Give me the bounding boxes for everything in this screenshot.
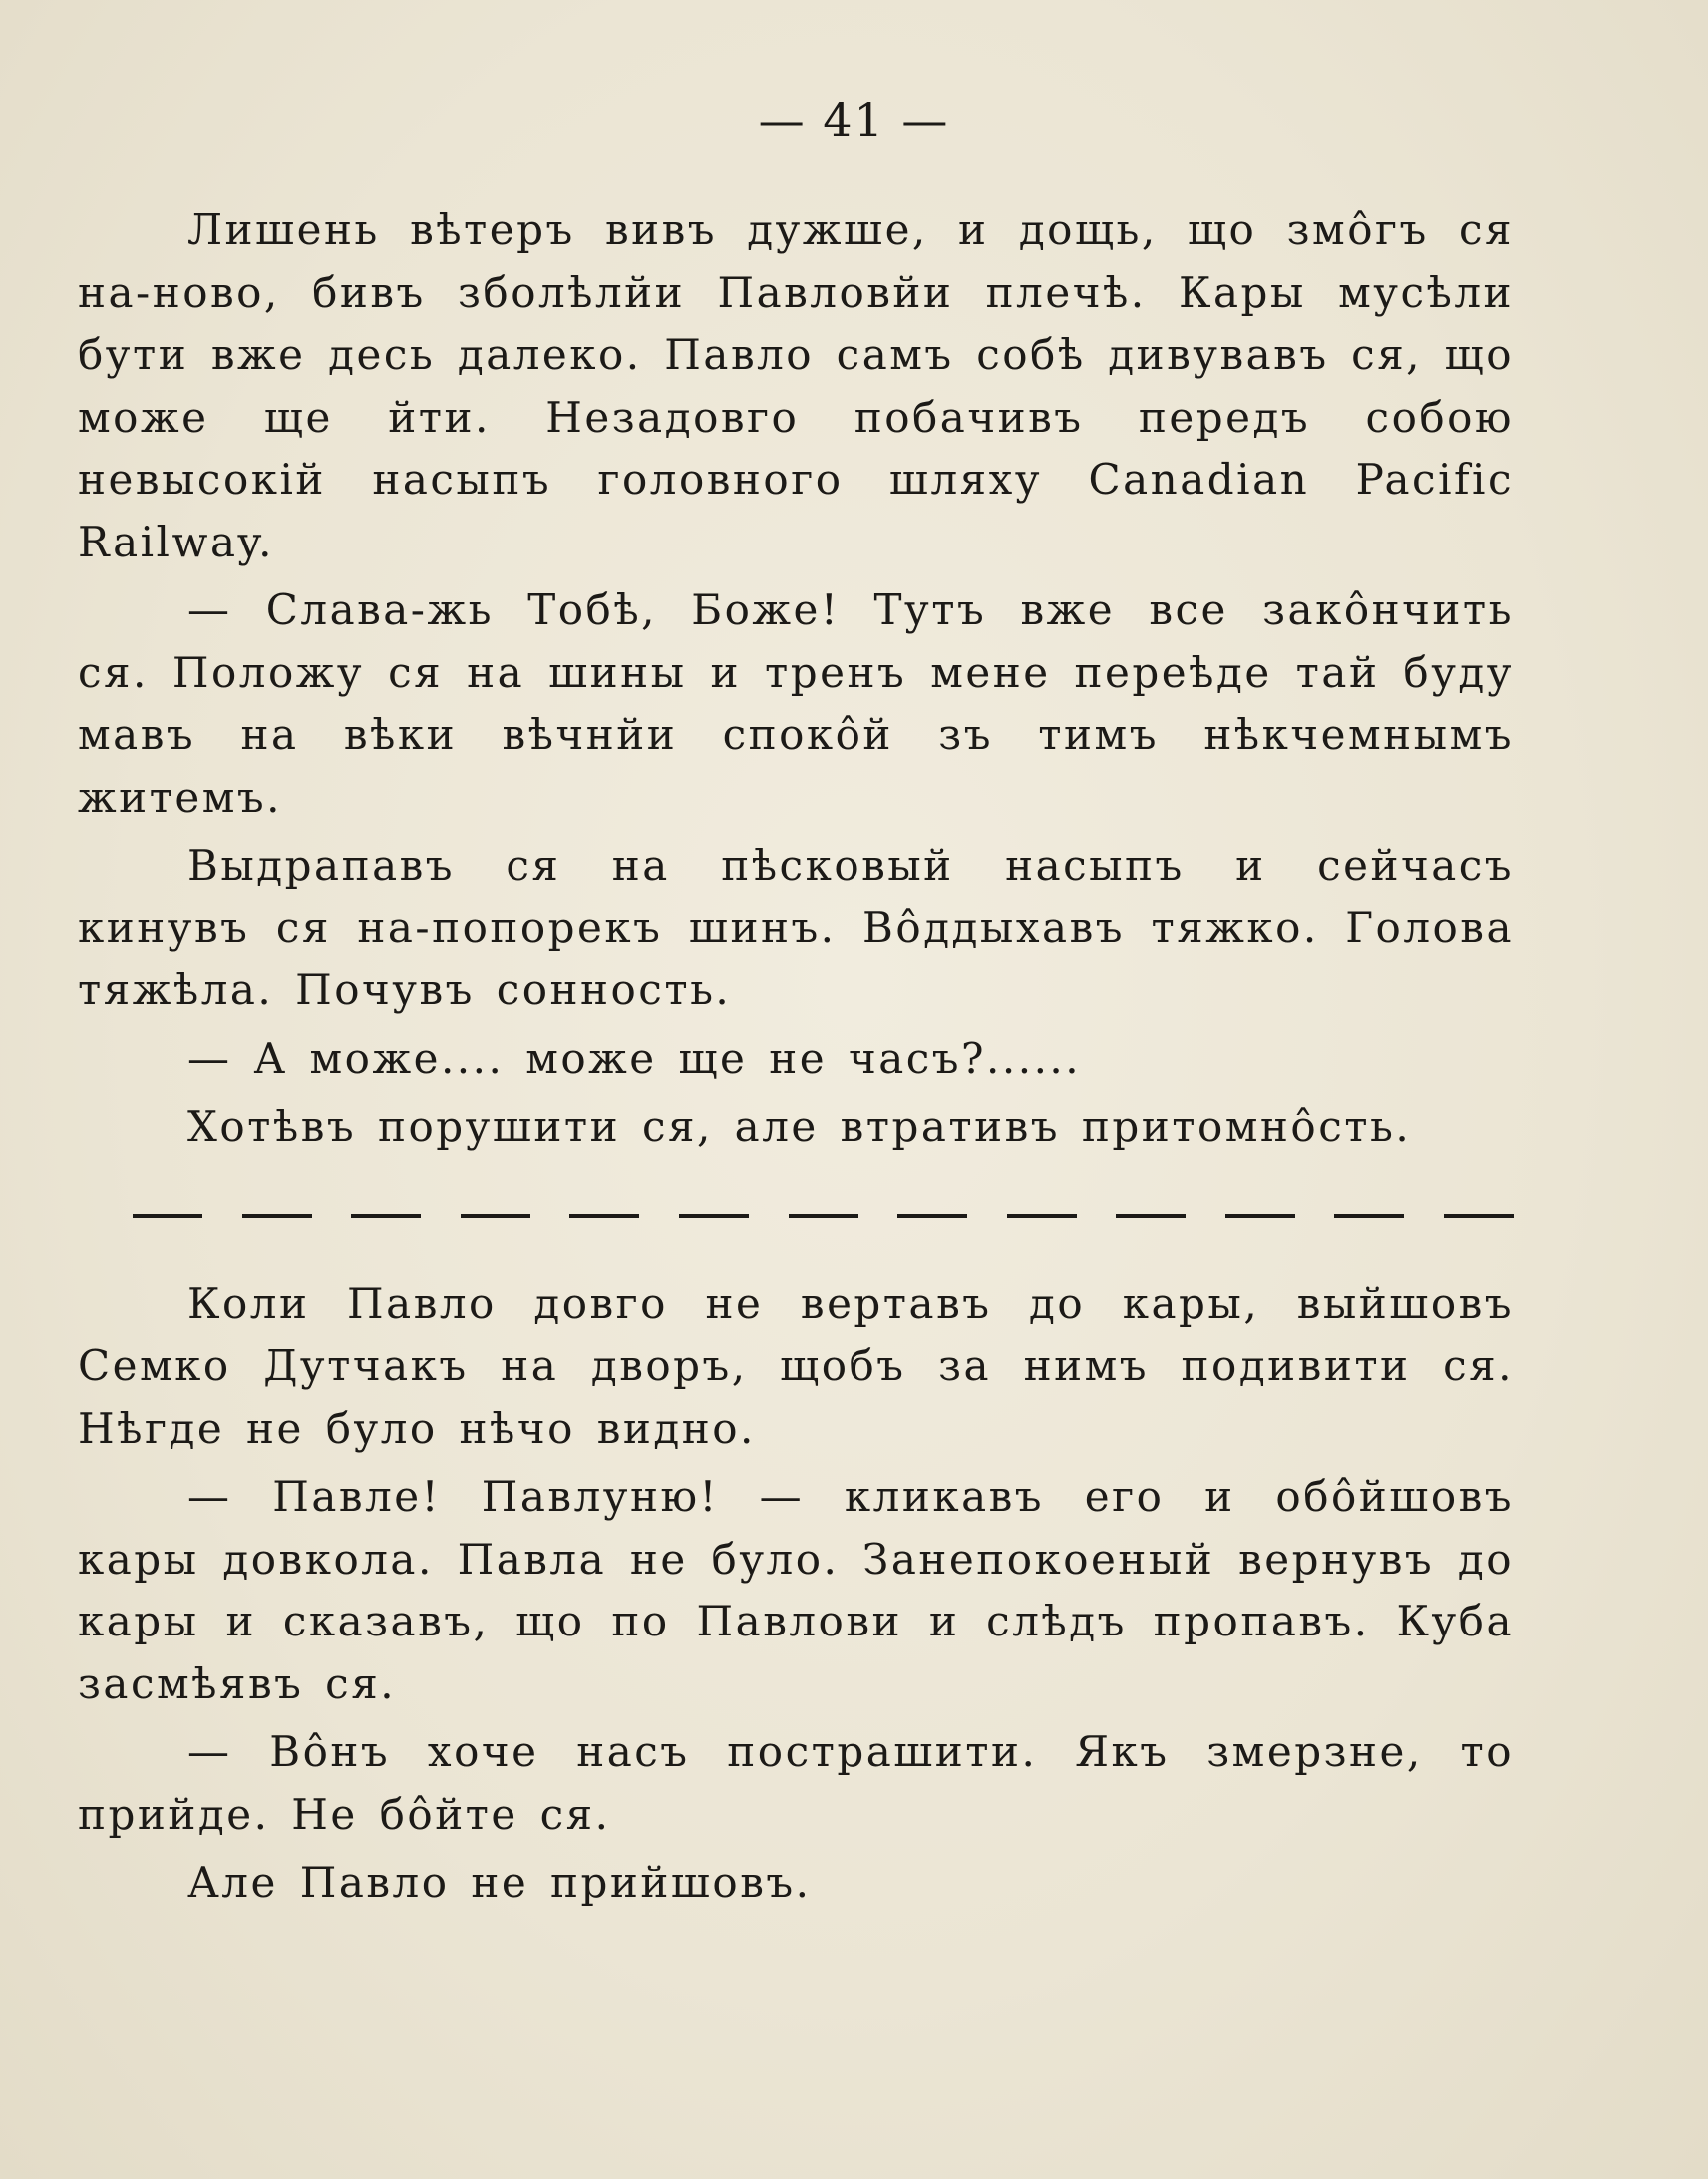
page-number: — 41 —: [758, 93, 950, 147]
paragraph: Выдрапавъ ся на пѣсковый насыпъ и сейчасъ кинувъ ся на-попорекъ шинъ. Вôддыхавъ тяжко. Голова тяжѣла. Почувъ сонность.: [78, 841, 1514, 1014]
separator-dash: [461, 1214, 530, 1218]
separator-dash: [242, 1214, 312, 1218]
separator-dash: [1444, 1214, 1514, 1218]
paragraph: Коли Павло довго не вертавъ до кары, выйшовъ Семко Дутчакъ на дворъ, щобъ за нимъ подивити ся. Нѣгде не було нѣчо видно.: [78, 1278, 1514, 1453]
paragraph: Хотѣвъ порушити ся, але втративъ притомнôсть.: [187, 1102, 1412, 1151]
separator-dash: [1334, 1214, 1404, 1218]
paragraph: — Слава-жь Тобѣ, Боже! Тутъ вже все закôнчить ся. Положу ся на шины и тренъ мене переѣде тай буду мавъ на вѣки вѣчнйи спокôй зъ тимъ нѣкчемнымъ житемъ.: [78, 585, 1514, 822]
paragraph: Але Павло не прийшовъ.: [187, 1858, 812, 1907]
separator-dash: [1116, 1214, 1186, 1218]
separator-dash: [351, 1214, 421, 1218]
separator-dash: [1225, 1214, 1295, 1218]
separator-dash: [569, 1214, 639, 1218]
paragraph: — А може.... може ще не часъ?......: [187, 1033, 1082, 1083]
body-text: [78, 199, 1514, 1915]
separator-dash: [1007, 1214, 1077, 1218]
separator-dash: [679, 1214, 749, 1218]
separator-dash: [789, 1214, 858, 1218]
separator-dash: [133, 1214, 202, 1218]
paragraph: — Вôнъ хоче насъ пострашити. Якъ змерзне, то прийде. Не бôйте ся.: [78, 1727, 1514, 1839]
separator-dash: [897, 1214, 967, 1218]
paragraph: Лишень вѣтеръ вивъ дужше, и дощь, що змôгъ ся на-ново, бивъ зболѣлйи Павловйи плечѣ. Кары мусѣли бути вже десь далеко. Павло самъ собѣ дивувавъ ся, що може ще йти. Незадовго побачивъ передъ собою невысокій насыпъ головного шляху Canadian Pacific Railway.: [78, 205, 1514, 566]
section-separator: [78, 1159, 1514, 1273]
paragraph: — Павле! Павлуню! — кликавъ его и обôйшовъ кары довкола. Павла не було. Занепокоеный вернувъ до кары и сказавъ, що по Павлови и слѣдъ пропавъ. Куба засмѣявъ ся.: [78, 1472, 1514, 1708]
